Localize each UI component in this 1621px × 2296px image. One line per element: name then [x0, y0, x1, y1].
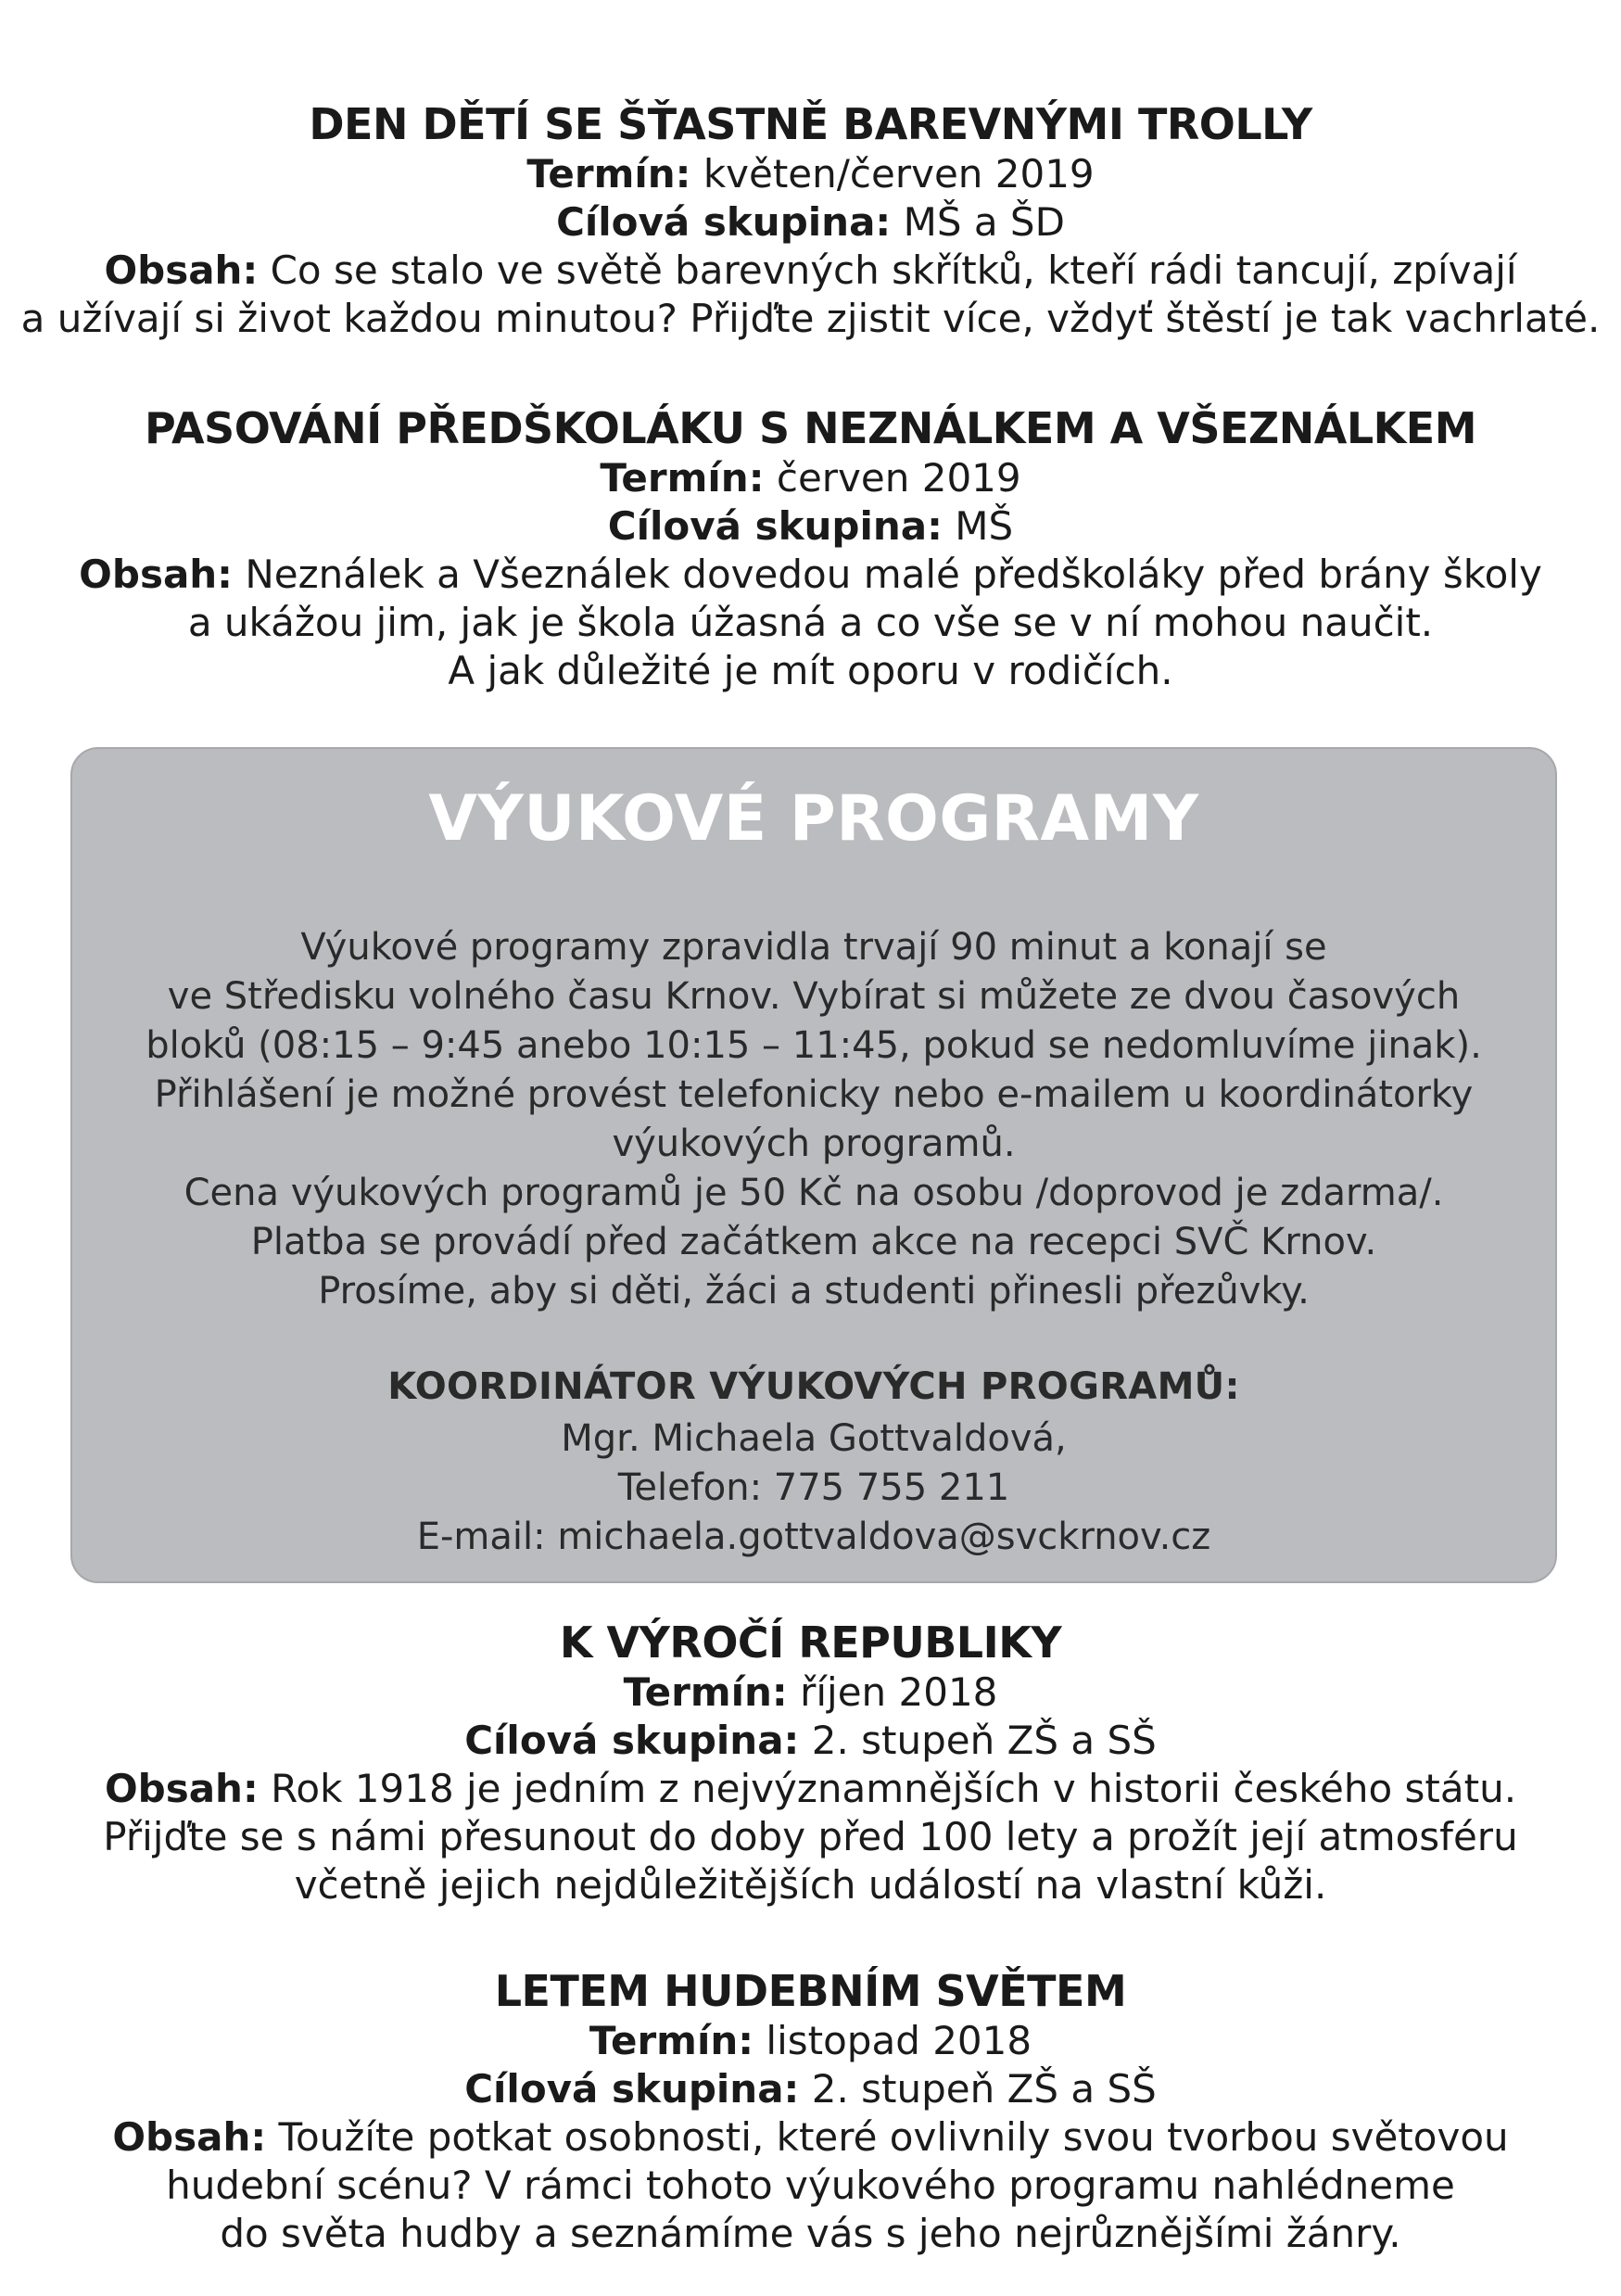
content-label: Obsah: — [104, 1766, 259, 1811]
coordinator-email: E-mail: michaela.gottvaldova@svckrnov.cz — [416, 1516, 1211, 1558]
info-line: Platba se provádí před začátkem akce na recepci SVČ Krnov. — [250, 1221, 1377, 1263]
info-box-vyukove-programy — [70, 747, 1557, 1583]
info-line: bloků (08:15 – 9:45 anebo 10:15 – 11:45, pokud se nedomluvíme jinak). — [146, 1024, 1482, 1067]
content-line: a ukážou jim, jak je škola úžasná a co vše se v ní mohou naučit. — [187, 600, 1434, 645]
content-line — [0, 2113, 1621, 2162]
info-line: Přihlášení je možné provést telefonicky nebo e-mailem u koordinátorky — [154, 1073, 1474, 1116]
term-value: květen/červen 2019 — [703, 151, 1095, 197]
program-section-den-deti — [0, 98, 1621, 343]
term-value: listopad 2018 — [766, 2018, 1032, 2063]
term-line — [0, 150, 1621, 198]
info-line: Prosíme, aby si děti, žáci a studenti přinesli přezůvky. — [318, 1270, 1310, 1313]
term-line — [0, 454, 1621, 502]
content-label: Obsah: — [104, 247, 259, 293]
info-box-title: VÝUKOVÉ PROGRAMY — [428, 782, 1199, 856]
section-title: K VÝROČÍ REPUBLIKY — [559, 1617, 1062, 1668]
info-line: ve Středisku volného času Krnov. Vybírat si můžete ze dvou časových — [167, 975, 1461, 1018]
content-text: Co se stalo ve světě barevných skřítků, kteří rádi tancují, zpívají — [270, 247, 1517, 293]
group-label: Cílová skupina: — [607, 503, 943, 549]
coordinator-phone: Telefon: 775 755 211 — [617, 1466, 1010, 1509]
group-line — [0, 1717, 1621, 1765]
program-section-pasovani — [0, 402, 1621, 695]
term-value: říjen 2018 — [800, 1669, 998, 1715]
group-line — [0, 502, 1621, 551]
content-line: a užívají si život každou minutou? Přijďte zjistit více, vždyť štěstí je tak vachrlaté. — [20, 296, 1601, 341]
info-line: Výukové programy zpravidla trvají 90 minut a konají se — [300, 926, 1327, 969]
content-line: včetně jejich nejdůležitějších událostí na vlastní kůži. — [294, 1862, 1327, 1908]
content-text: Rok 1918 je jedním z nejvýznamnějších v historii českého státu. — [271, 1766, 1517, 1811]
term-value: červen 2019 — [776, 455, 1021, 501]
info-line: výukových programů. — [612, 1123, 1016, 1165]
term-label: Termín: — [526, 151, 691, 197]
section-title: PASOVÁNÍ PŘEDŠKOLÁKU S NEZNÁLKEM A VŠEZNÁLKEM — [144, 403, 1477, 453]
content-line — [0, 1765, 1621, 1813]
content-line: hudební scénu? V rámci tohoto výukového programu nahlédneme — [166, 2163, 1455, 2208]
content-line: Přijďte se s námi přesunout do doby před 100 lety a prožít její atmosféru — [103, 1814, 1518, 1859]
group-value: MŠ — [955, 503, 1014, 549]
term-label: Termín: — [589, 2018, 754, 2063]
program-section-hudebni-svet — [0, 1965, 1621, 2258]
group-label: Cílová skupina: — [464, 1718, 800, 1763]
group-line — [0, 198, 1621, 247]
content-line: do světa hudby a seznámíme vás s jeho nejrůznějšími žánry. — [220, 2211, 1401, 2256]
info-line: Cena výukových programů je 50 Kč na osobu /doprovod je zdarma/. — [184, 1172, 1444, 1214]
content-label: Obsah: — [112, 2114, 267, 2160]
program-section-vyroci-republiky — [0, 1617, 1621, 1909]
term-line — [0, 2017, 1621, 2065]
content-text: Toužíte potkat osobnosti, které ovlivnily svou tvorbou světovou — [278, 2114, 1509, 2160]
content-line — [0, 551, 1621, 599]
coordinator-title: KOORDINÁTOR VÝUKOVÝCH PROGRAMŮ: — [387, 1365, 1240, 1408]
info-box-body — [72, 923, 1555, 1316]
content-line: A jak důležité je mít oporu v rodičích. — [448, 648, 1173, 693]
term-label: Termín: — [600, 455, 765, 501]
group-label: Cílová skupina: — [464, 2066, 800, 2112]
term-label: Termín: — [623, 1669, 788, 1715]
coordinator-name: Mgr. Michaela Gottvaldová, — [561, 1417, 1067, 1460]
group-value: MŠ a ŠD — [903, 199, 1065, 245]
term-line — [0, 1668, 1621, 1717]
content-text: Neználek a Všeználek dovedou malé předškoláky před brány školy — [245, 552, 1542, 597]
group-label: Cílová skupina: — [556, 199, 892, 245]
group-value: 2. stupeň ZŠ a SŠ — [811, 1718, 1157, 1763]
group-line — [0, 2065, 1621, 2113]
group-value: 2. stupeň ZŠ a SŠ — [811, 2066, 1157, 2112]
content-line — [0, 247, 1621, 295]
coordinator-contact — [72, 1414, 1555, 1562]
section-title: LETEM HUDEBNÍM SVĚTEM — [494, 1966, 1127, 2016]
content-label: Obsah: — [79, 552, 233, 597]
section-title: DEN DĚTÍ SE ŠŤASTNĚ BAREVNÝMI TROLLY — [309, 99, 1312, 149]
